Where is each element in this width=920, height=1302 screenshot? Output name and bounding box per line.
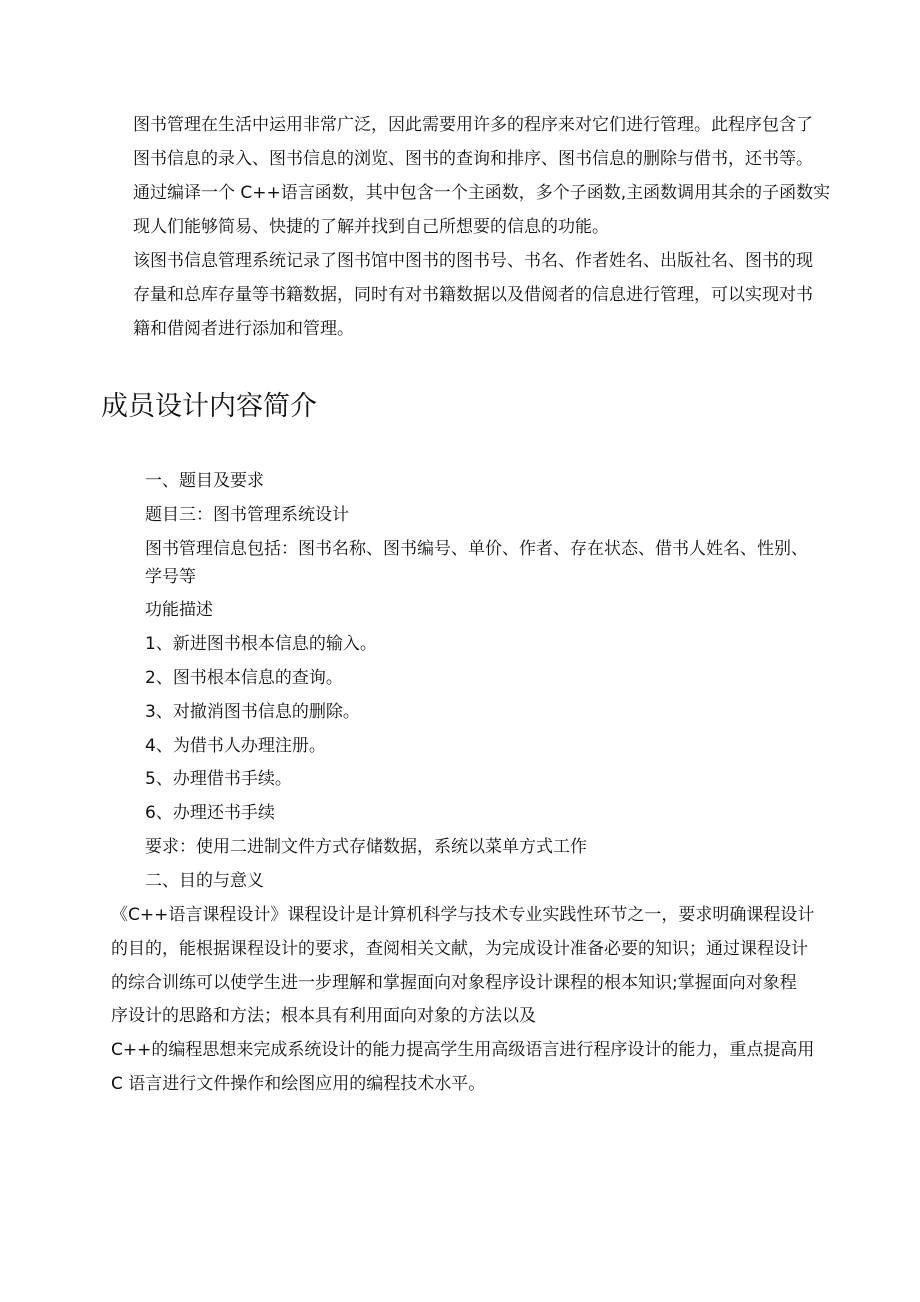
- requirements-line-10: 5、办理借书手续。: [145, 769, 292, 789]
- purpose-line-3: 的综合训练可以使学生进一步理解和掌握面向对象程序设计课程的根本知识;掌握面向对象程: [111, 973, 797, 993]
- requirements-line-13: 二、目的与意义: [145, 871, 264, 891]
- intro-line-5: 该图书信息管理系统记录了图书馆中图书的图书号、书名、作者姓名、出版社名、图书的现: [133, 251, 813, 271]
- purpose-line-5: C++的编程思想来完成系统设计的能力提高学生用高级语言进行程序设计的能力，重点提高用: [111, 1040, 815, 1060]
- purpose-line-4: 序设计的思路和方法；根本具有利用面向对象的方法以及: [111, 1006, 536, 1026]
- requirements-line-3: 图书管理信息包括：图书名称、图书编号、单价、作者、存在状态、借书人姓名、性别、: [145, 539, 808, 559]
- requirements-line-12: 要求：使用二进制文件方式存储数据，系统以菜单方式工作: [145, 837, 587, 857]
- requirements-line-7: 2、图书根本信息的查询。: [145, 668, 343, 688]
- requirements-line-2: 题目三：图书管理系统设计: [145, 505, 349, 525]
- intro-line-2: 图书信息的录入、图书信息的浏览、图书的查询和排序、图书信息的删除与借书，还书等。: [133, 149, 813, 169]
- intro-line-6: 存量和总库存量等书籍数据，同时有对书籍数据以及借阅者的信息进行管理，可以实现对书: [133, 285, 813, 305]
- intro-line-4: 现人们能够简易、快捷的了解并找到自己所想要的信息的功能。: [133, 217, 609, 237]
- requirements-line-5: 功能描述: [145, 600, 213, 620]
- requirements-line-4: 学号等: [145, 567, 196, 587]
- intro-line-1: 图书管理在生活中运用非常广泛，因此需要用许多的程序来对它们进行管理。此程序包含了: [133, 115, 813, 135]
- purpose-line-1: 《C++语言课程设计》课程设计是计算机科学与技术专业实践性环节之一，要求明确课程设计: [111, 905, 815, 925]
- purpose-line-6: C 语言进行文件操作和绘图应用的编程技术水平。: [111, 1074, 486, 1094]
- requirements-line-6: 1、新进图书根本信息的输入。: [145, 634, 377, 654]
- purpose-line-2: 的目的，能根据课程设计的要求，查阅相关文献，为完成设计准备必要的知识；通过课程设计: [111, 939, 808, 959]
- requirements-line-8: 3、对撤消图书信息的删除。: [145, 702, 360, 722]
- section-title: 成员设计内容简介: [101, 391, 317, 422]
- requirements-line-9: 4、为借书人办理注册。: [145, 736, 326, 756]
- requirements-line-1: 一、题目及要求: [145, 471, 264, 491]
- intro-line-3: 通过编译一个 C++语言函数，其中包含一个主函数，多个子函数,主函数调用其余的子函数实: [133, 183, 831, 203]
- intro-line-7: 籍和借阅者进行添加和管理。: [133, 319, 354, 339]
- requirements-line-11: 6、办理还书手续: [145, 803, 275, 823]
